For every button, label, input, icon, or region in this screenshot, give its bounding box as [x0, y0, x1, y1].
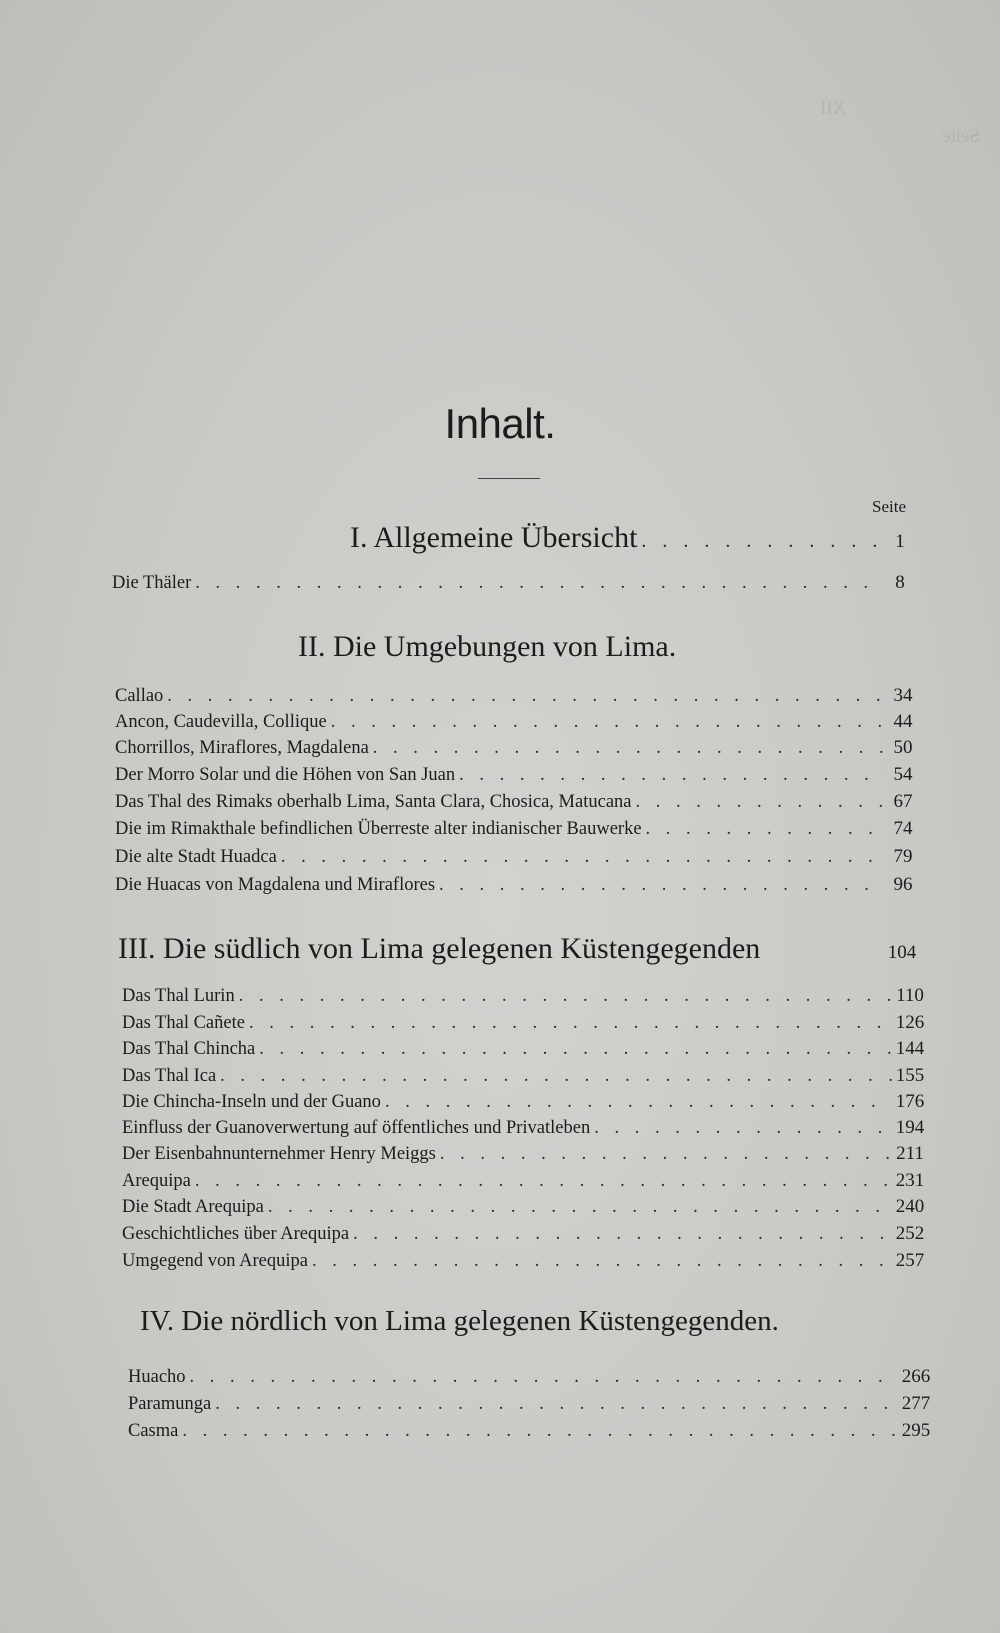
leader-dots [178, 1421, 898, 1442]
entry-label: Der Morro Solar und die Höhen von San Juan [115, 765, 456, 785]
entry-page-number: 252 [895, 1223, 925, 1244]
entry-label: Die alte Stadt Huadca [115, 847, 277, 867]
leader-dots [327, 712, 885, 733]
entry-label: Die im Rimakthale befindlichen Überreste alter indianischer Bauwerke [115, 819, 642, 839]
entry-page-number: 211 [896, 1143, 924, 1164]
toc-entry[interactable] [122, 1117, 928, 1143]
entry-page-number: 79 [893, 846, 913, 867]
leader-dots [349, 1224, 892, 1245]
entry-page-number: 277 [901, 1393, 931, 1414]
toc-entry[interactable] [115, 791, 921, 817]
entry-label: Paramunga [128, 1394, 212, 1414]
entry-page-number: 231 [895, 1170, 925, 1191]
entry-page-number: 295 [901, 1420, 931, 1441]
leader-dots [245, 1013, 892, 1034]
entry-label: Das Thal des Rimaks oberhalb Lima, Santa Clara, Chosica, Matucana [115, 792, 632, 812]
toc-entry[interactable] [128, 1366, 934, 1392]
toc-entry[interactable] [115, 818, 921, 844]
toc-entry[interactable] [122, 1250, 928, 1276]
bleed-through-text [820, 95, 980, 455]
entry-label: Der Eisenbahnunternehmer Henry Meiggs [122, 1144, 436, 1164]
section-page-number: 104 [887, 942, 917, 963]
toc-entry[interactable] [122, 1170, 928, 1196]
leader-dots [590, 1118, 892, 1139]
entry-page-number: 96 [893, 874, 913, 895]
entry-page-number: 155 [895, 1065, 925, 1086]
leader-dots [455, 765, 885, 786]
toc-entry[interactable] [115, 874, 921, 900]
leader-dots [191, 1171, 892, 1192]
leader-dots [186, 1367, 898, 1388]
entry-label: Die Huacas von Magdalena und Miraflores [115, 875, 436, 895]
toc-entry[interactable] [115, 846, 921, 872]
toc-entry[interactable] [122, 1091, 928, 1117]
entry-page-number: 144 [895, 1038, 925, 1059]
toc-entry[interactable] [128, 1420, 934, 1446]
section-heading-2[interactable]: II. Die Umgebungen von Lima. [298, 630, 677, 663]
section-heading-4[interactable]: IV. Die nördlich von Lima gelegenen Küstengegenden. [140, 1305, 779, 1337]
leader-dots [211, 1394, 898, 1415]
toc-entry[interactable] [122, 1065, 928, 1091]
leader-dots [235, 986, 892, 1007]
leader-dots [163, 686, 885, 707]
entry-label: Huacho [128, 1367, 186, 1387]
entry-page-number: 54 [893, 764, 913, 785]
section-heading-text: III. Die südlich von Lima gelegenen Küstengegenden [118, 932, 761, 965]
entry-page-number: 176 [895, 1091, 925, 1112]
entry-page-number: 67 [893, 791, 913, 812]
toc-entry[interactable] [115, 764, 921, 790]
entry-page-number: 34 [893, 685, 913, 706]
leader-dots [369, 738, 885, 759]
leader-dots [637, 530, 882, 553]
leader-dots [435, 875, 885, 896]
toc-entry[interactable] [115, 711, 921, 737]
entry-page-number: 50 [893, 737, 913, 758]
leader-dots [632, 792, 886, 813]
leader-dots [191, 573, 882, 594]
entry-page-number: 126 [895, 1012, 925, 1033]
entry-page-number: 44 [893, 711, 913, 732]
entry-label: Callao [115, 686, 164, 706]
entry-page-number: 194 [895, 1117, 925, 1138]
toc-entry[interactable] [115, 737, 921, 763]
entry-label: Die Stadt Arequipa [122, 1197, 264, 1217]
leader-dots [308, 1251, 892, 1272]
title-rule [478, 478, 540, 479]
entry-page-number: 240 [895, 1196, 925, 1217]
entry-label: Arequipa [122, 1171, 191, 1191]
entry-label: Umgegend von Arequipa [122, 1251, 308, 1271]
section-heading-text: I. Allgemeine Übersicht [350, 521, 638, 554]
page-column-header: Seite [872, 497, 906, 516]
toc-entry[interactable] [112, 572, 918, 598]
leader-dots [381, 1092, 892, 1113]
toc-entry[interactable] [115, 685, 921, 711]
page-title: Inhalt. [444, 400, 556, 447]
toc-entry[interactable] [122, 1012, 928, 1038]
entry-page-number: 266 [901, 1366, 931, 1387]
toc-entry[interactable] [128, 1393, 934, 1419]
toc-entry[interactable] [122, 1143, 928, 1169]
entry-page-number: 74 [893, 818, 913, 839]
entry-label: Geschichtliches über Arequipa [122, 1224, 350, 1244]
toc-entry[interactable] [122, 985, 928, 1011]
entry-label: Casma [128, 1421, 179, 1441]
leader-dots [255, 1039, 892, 1060]
entry-label: Die Thäler [112, 573, 192, 593]
entry-page-number: 257 [895, 1250, 925, 1271]
leader-dots [436, 1144, 892, 1165]
toc-entry[interactable] [122, 1038, 928, 1064]
entry-label: Die Chincha-Inseln und der Guano [122, 1092, 381, 1112]
entry-label: Einfluss der Guanoverwertung auf öffentliches und Privatleben [122, 1118, 591, 1138]
leader-dots [277, 847, 885, 868]
section-heading-1[interactable] [350, 521, 918, 557]
leader-dots [264, 1197, 892, 1218]
entry-label: Das Thal Lurin [122, 986, 235, 1006]
toc-entry[interactable] [122, 1196, 928, 1222]
section-page-number: 1 [895, 531, 905, 552]
section-heading-3[interactable] [118, 932, 924, 972]
toc-entry[interactable] [122, 1223, 928, 1249]
bleed-line: XII [820, 98, 847, 119]
entry-label: Das Thal Ica [122, 1066, 217, 1086]
leader-dots [216, 1066, 892, 1087]
leader-dots [642, 819, 885, 840]
entry-label: Das Thal Cañete [122, 1013, 245, 1033]
entry-label: Ancon, Caudevilla, Collique [115, 712, 327, 732]
entry-page-number: 110 [896, 985, 924, 1006]
bleed-line: Seite [942, 126, 980, 147]
entry-page-number: 8 [895, 572, 905, 593]
entry-label: Chorrillos, Miraflores, Magdalena [115, 738, 369, 758]
entry-label: Das Thal Chincha [122, 1039, 256, 1059]
